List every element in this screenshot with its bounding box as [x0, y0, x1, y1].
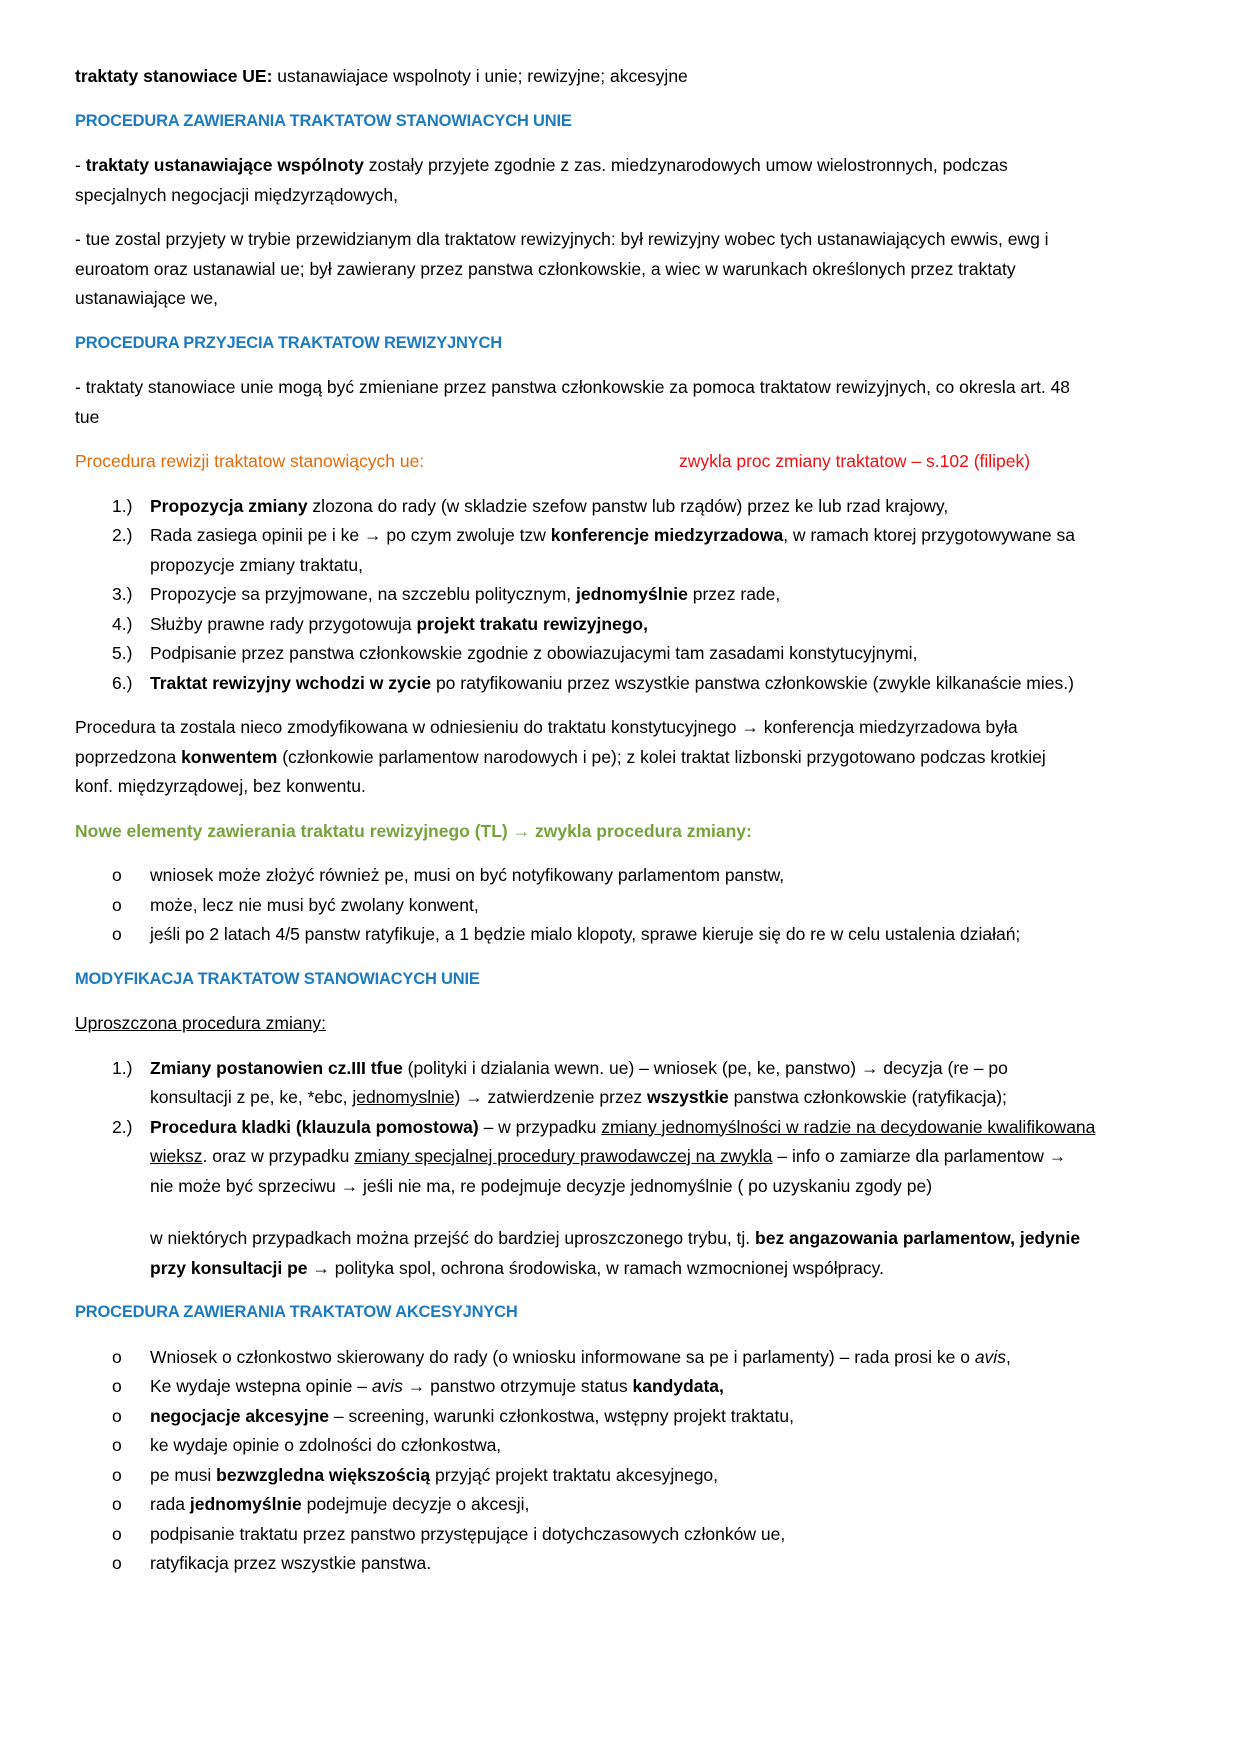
list-number: 3.)	[112, 584, 133, 604]
list-item: o Wniosek o członkostwo skierowany do rady (o wniosku informowane sa pe i parlamenty) – rada prosi ke o avis,	[75, 1343, 1170, 1373]
list-item: 4.) Służby prawne rady przygotowuja projekt trakatu rewizyjnego,	[75, 610, 1170, 640]
bullet-icon: o	[112, 1405, 122, 1426]
list-item: o podpisanie traktatu przez panstwo przystępujące i dotychczasowych członków ue,	[75, 1520, 1170, 1550]
list-number: 1.)	[112, 495, 133, 516]
heading-nowe-elementy: Nowe elementy zawierania traktatu rewizyjnego (TL) → zwykla procedura zmiany:	[75, 820, 752, 841]
paragraph-tue: - tue zostal przyjety w trybie przewidzianym dla traktatow rewizyjnych: był rewizyjny wobec tych ustanawiających ewwis, ewg i euroatom oraz ustanawial ue; był zawierany przez panstwa członkowskie, a wiec w warunkach określonych przez traktaty ustanawiające we,	[75, 229, 1049, 308]
simplified-procedure-list	[75, 1054, 1170, 1284]
list-item: 1.) Propozycja zmiany zlozona do rady (w skladzie szefow panstw lub rządów) przez ke lub rzad krajowy,	[75, 492, 1170, 522]
revision-steps-list	[75, 492, 1170, 699]
reference-note: zwykla proc zmiany traktatow – s.102 (filipek)	[679, 451, 1031, 471]
list-item: 2.) Procedura kladki (klauzula pomostowa) – w przypadku zmiany jednomyślności w radzie na decydowanie kwalifikowana wieksz. oraz w przypadku zmiany specjalnej procedury prawodawczej na zwykla – info o zamiarze dla parlamentow → nie może być sprzeciwu → jeśli nie ma, re podejmuje decyzje jednomyślnie ( po uzyskaniu zgody pe) w niektórych przypadkach można przejść do bardziej uproszczonego trybu, tj. bez angazowania parlamentow, jedynie przy konsultacji pe → polityka spol, ochrona środowiska, w ramach wzmocnionej współpracy.	[112, 1116, 1096, 1278]
list-item: o Ke wydaje wstepna opinie – avis → panstwo otrzymuje status kandydata,	[75, 1372, 1170, 1402]
paragraph-modyfikacja: Procedura ta zostala nieco zmodyfikowana w odniesieniu do traktatu konstytucyjnego → konferencja miedzyrzadowa była poprzedzona konwentem (członkowie parlamentow narodowych i pe); z kolei traktat lizbonski przygotowano podczas krotkiej konf. międzyrządowej, bez konwentu.	[75, 717, 1046, 796]
paragraph-traktaty-ustanawiajace: - traktaty ustanawiające wspólnoty zostały przyjete zgodnie z zas. miedzynarodowych umow wielostronnych, podczas specjalnych negocjacji międzyrządowych,	[75, 155, 1008, 205]
bullet-icon: o	[112, 1553, 122, 1573]
intro-line: traktaty stanowiace UE: ustanawiajace wspolnoty i unie; rewizyjne; akcesyjne	[75, 66, 688, 86]
heading-procedura-przyjecia: PROCEDURA PRZYJECIA TRAKTATOW REWIZYJNYCH	[75, 333, 502, 352]
list-number: 5.)	[112, 643, 133, 663]
heading-akcesyjne: PROCEDURA ZAWIERANIA TRAKTATOW AKCESYJNYCH	[75, 1303, 518, 1321]
subheading-uproszczona: Uproszczona procedura zmiany:	[75, 1013, 326, 1033]
list-item: o ke wydaje opinie o zdolności do członkostwa,	[75, 1431, 1170, 1461]
list-item: o ratyfikacja przez wszystkie panstwa.	[75, 1549, 1170, 1579]
list-number: 4.)	[112, 613, 133, 634]
list-item: o wniosek może złożyć również pe, musi on być notyfikowany parlamentom panstw,	[75, 861, 1170, 891]
document-page	[75, 62, 1170, 1579]
bullet-icon: o	[112, 1376, 122, 1396]
list-item: 3.) Propozycje sa przyjmowane, na szczeblu politycznym, jednomyślnie przez rade,	[75, 580, 1170, 610]
accession-list	[75, 1343, 1170, 1579]
bullet-icon: o	[112, 924, 122, 944]
list-item: o negocjacje akcesyjne – screening, warunki członkostwa, wstępny projekt traktatu,	[75, 1402, 1170, 1432]
bullet-icon: o	[112, 894, 122, 915]
heading-procedura-rewizji: Procedura rewizji traktatow stanowiących ue: zwykla proc zmiany traktatow – s.102 (filipek)	[75, 447, 1170, 477]
list-number: 6.)	[112, 672, 133, 693]
bullet-icon: o	[112, 1464, 122, 1485]
list-item: 1.) Zmiany postanowien cz.III tfue (polityki i dzialania wewn. ue) – wniosek (pe, ke, panstwo) → decyzja (re – po konsultacji z pe, ke, *ebc, jednomyslnie) → zatwierdzenie przez wszystkie panstwa członkowskie (ratyfikacja);	[112, 1057, 1008, 1107]
bullet-icon: o	[112, 865, 122, 885]
list-item: o rada jednomyślnie podejmuje decyzje o akcesji,	[75, 1490, 1170, 1520]
bullet-icon: o	[112, 1435, 122, 1455]
heading-modyfikacja: MODYFIKACJA TRAKTATOW STANOWIACYCH UNIE	[75, 969, 480, 988]
bullet-icon: o	[112, 1523, 122, 1544]
paragraph-traktaty-stanowiace: - traktaty stanowiace unie mogą być zmieniane przez panstwa członkowskie za pomoca traktatow rewizyjnych, co okresla art. 48 tue	[75, 377, 1071, 427]
list-item: 6.) Traktat rewizyjny wchodzi w zycie po ratyfikowaniu przez wszystkie panstwa członkowskie (zwykle kilkanaście mies.)	[75, 669, 1170, 699]
list-item: 5.) Podpisanie przez panstwa członkowskie zgodnie z obowiazujacymi tam zasadami konstytucyjnymi,	[75, 639, 1170, 669]
new-elements-list	[75, 861, 1170, 950]
list-item: o może, lecz nie musi być zwolany konwent,	[75, 891, 1170, 921]
list-item: o jeśli po 2 latach 4/5 panstw ratyfikuje, a 1 będzie mialo klopoty, sprawe kieruje się do re w celu ustalenia działań;	[75, 920, 1170, 950]
bullet-icon: o	[112, 1346, 122, 1367]
bullet-icon: o	[112, 1494, 122, 1514]
list-item: 2.) Rada zasiega opinii pe i ke → po czym zwoluje tzw konferencje miedzyrzadowa, w ramach ktorej przygotowywane sa propozycje zmiany traktatu,	[75, 521, 1170, 580]
list-item: o pe musi bezwzgledna większością przyjąć projekt traktatu akcesyjnego,	[75, 1461, 1170, 1491]
heading-procedura-zawierania: PROCEDURA ZAWIERANIA TRAKTATOW STANOWIACYCH UNIE	[75, 111, 572, 130]
list-number: 2.)	[112, 525, 133, 545]
